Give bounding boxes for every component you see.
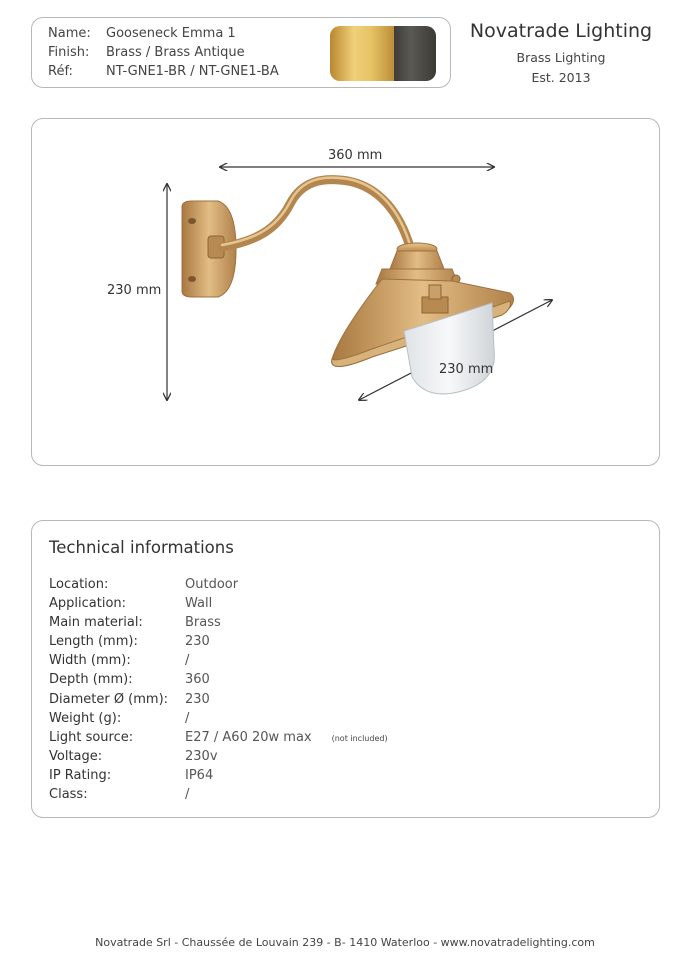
name-row [48, 26, 236, 41]
spec-note: (not included) [331, 733, 388, 743]
spec-row-length [49, 634, 388, 653]
spec-row-ip-rating [49, 768, 388, 787]
brass-antique-finish-swatch [394, 26, 436, 81]
ref-row [48, 64, 279, 79]
spec-row-light-source [49, 730, 388, 749]
product-drawing-box [31, 118, 660, 466]
spec-row-application [49, 596, 388, 615]
spec-list [49, 577, 388, 806]
ref-label: Réf: [48, 64, 73, 79]
spec-row-voltage [49, 749, 388, 768]
spec-label: Application: [49, 596, 127, 612]
finish-value: Brass / Brass Antique [106, 45, 245, 60]
spec-value: E27 / A60 20w max [185, 729, 312, 745]
footer-address: Novatrade Srl - Chaussée de Louvain 239 - B- 1410 Waterloo - www.novatradelighting.com [95, 936, 595, 949]
spec-row-material [49, 615, 388, 634]
diameter-dimension-label: 230 mm [439, 362, 494, 377]
brand-established: Est. 2013 [531, 70, 591, 85]
name-label: Name: [48, 26, 91, 41]
finish-row [48, 45, 245, 60]
height-dimension-label: 230 mm [107, 283, 162, 298]
spec-value: IP64 [185, 767, 214, 783]
spec-row-weight [49, 711, 388, 730]
spec-label: IP Rating: [49, 767, 112, 783]
brand-name: Novatrade Lighting [469, 20, 653, 42]
spec-value: 360 [185, 672, 210, 688]
spec-row-width [49, 653, 388, 672]
width-dimension-label: 360 mm [328, 148, 383, 163]
specs-title: Technical informations [49, 538, 234, 557]
spec-value: Wall [185, 596, 213, 612]
technical-info-box [31, 520, 660, 818]
spec-label: Voltage: [49, 748, 103, 764]
brand-block [458, 20, 664, 85]
spec-value: Brass [185, 615, 221, 631]
spec-row-depth [49, 672, 388, 691]
name-value: Gooseneck Emma 1 [106, 26, 236, 41]
brass-finish-swatch [330, 26, 398, 81]
product-info-box [31, 17, 451, 88]
spec-value: / [185, 653, 190, 669]
spec-label: Width (mm): [49, 653, 131, 669]
spec-value: 230 [185, 634, 210, 650]
brand-subtitle: Brass Lighting [516, 50, 606, 65]
spec-label: Depth (mm): [49, 672, 133, 688]
ref-value: NT-GNE1-BR / NT-GNE1-BA [106, 64, 279, 79]
spec-row-class [49, 787, 388, 806]
spec-row-diameter [49, 692, 388, 711]
spec-label: Diameter Ø (mm): [49, 691, 169, 707]
spec-row-location [49, 577, 388, 596]
spec-label: Main material: [49, 615, 143, 631]
spec-value: Outdoor [185, 577, 239, 592]
spec-value: 230v [185, 748, 218, 764]
spec-value: / [185, 710, 190, 726]
spec-label: Weight (g): [49, 710, 122, 726]
spec-value: / [185, 787, 190, 803]
finish-label: Finish: [48, 45, 90, 60]
spec-label: Class: [49, 787, 88, 803]
spec-value: 230 [185, 691, 210, 707]
spec-label: Light source: [49, 729, 134, 745]
spec-label: Location: [49, 577, 109, 592]
spec-label: Length (mm): [49, 634, 138, 650]
